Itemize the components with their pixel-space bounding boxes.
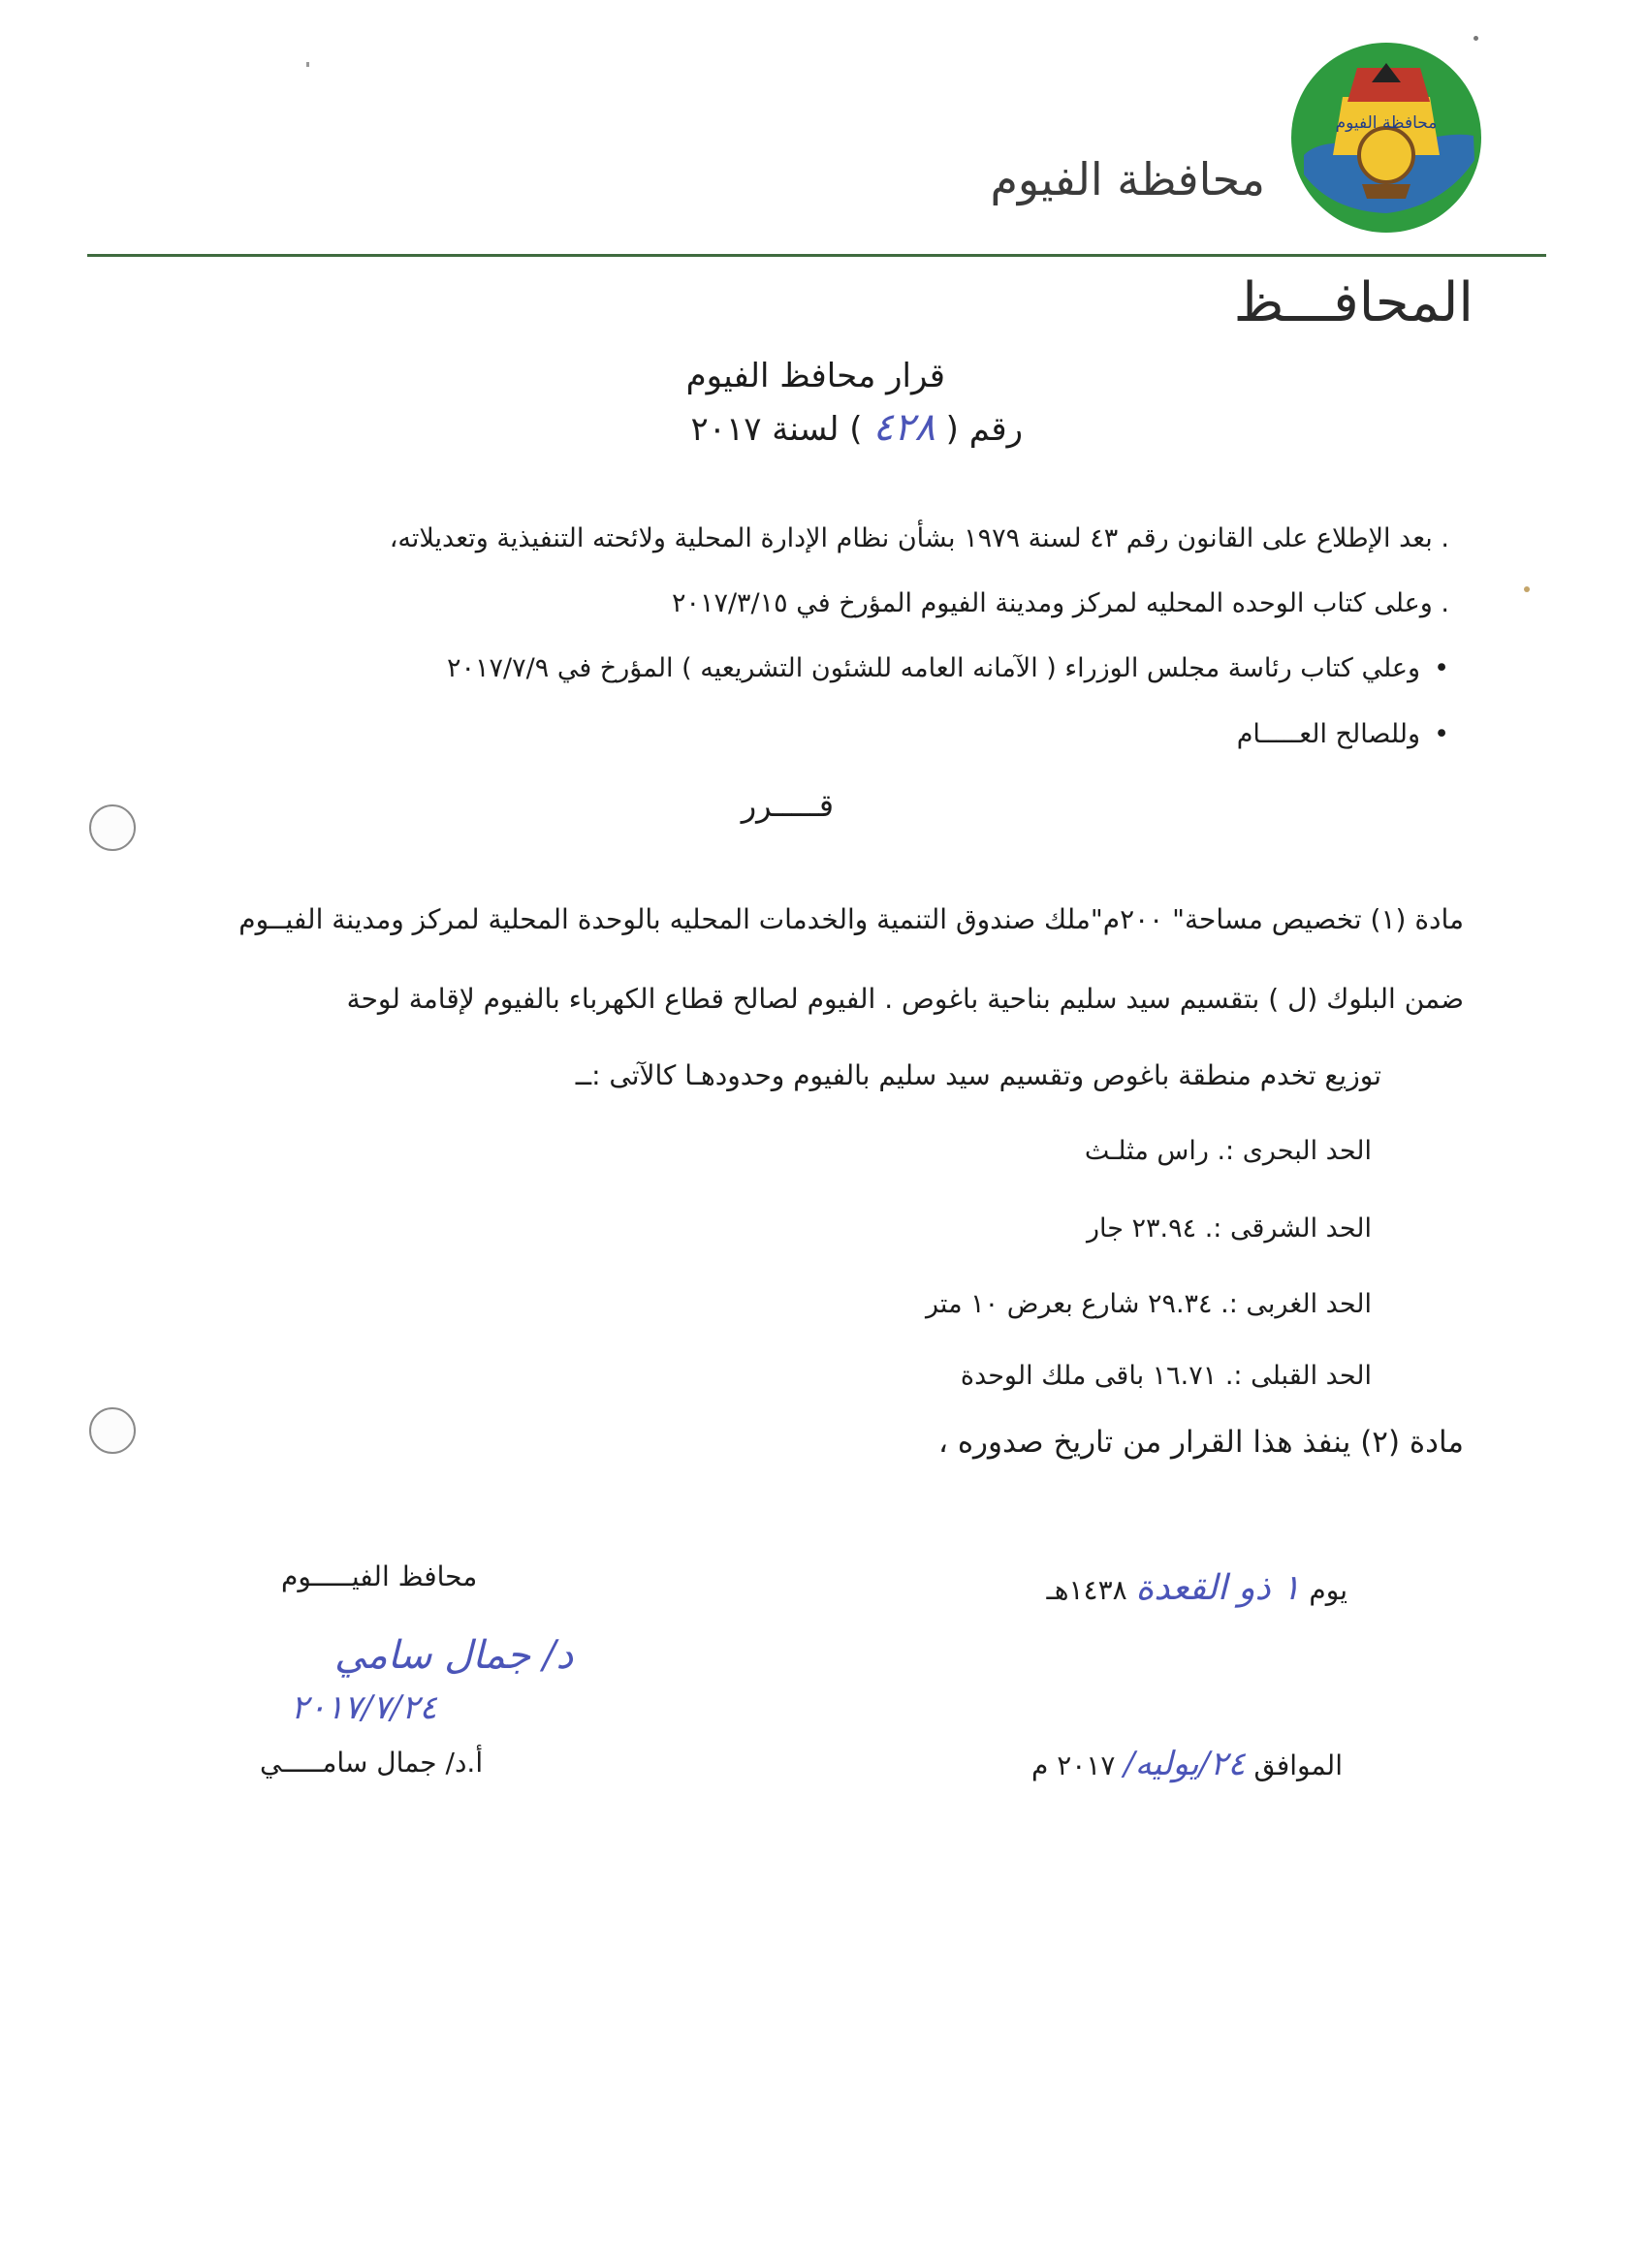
decree-number-suffix: ) لسنة ٢٠١٧: [690, 410, 863, 449]
boundary-south: الحد القبلى :. ١٦.٧١ باقى ملك الوحدة: [960, 1361, 1372, 1391]
scan-dot: [306, 62, 309, 67]
preamble-line: •وللصالح العـــــام: [1236, 719, 1449, 749]
punch-hole-top: [89, 804, 136, 851]
preamble-line: . بعد الإطلاع على القانون رقم ٤٣ لسنة ١٩٧٩ بشأن نظام الإدارة المحلية ولائحته التنفيذية وتعديلاته،: [389, 523, 1449, 553]
decree-number-prefix: رقم (: [945, 410, 1023, 449]
gregorian-handwritten: ٢٤/يوليه/: [1124, 1745, 1246, 1783]
letterhead-divider: [87, 254, 1546, 257]
logo-text: محافظة الفيوم: [1335, 113, 1438, 133]
handwritten-signature-date: ٢٠١٧/٧/٢٤: [291, 1688, 437, 1727]
decided-label: قـــــرر: [741, 787, 834, 824]
hijri-year: ١٤٣٨هـ: [1046, 1574, 1127, 1606]
scan-dot: [1524, 586, 1530, 592]
hijri-prefix: يوم: [1309, 1574, 1347, 1606]
boundary-east: الحد الشرقى :. ٢٣.٩٤ جار: [1086, 1213, 1372, 1244]
decree-number-handwritten: ٤٢٨: [872, 405, 935, 450]
governor-name: أ.د/ جمال سامـــــي: [260, 1747, 484, 1779]
office-title: المحافـــظ: [1233, 271, 1474, 334]
gregorian-date: [1031, 1745, 1343, 1783]
preamble-line: . وعلى كتاب الوحده المحليه لمركز ومدينة الفيوم المؤرخ في ٢٠١٧/٣/١٥: [671, 588, 1449, 618]
article1-line: توزيع تخدم منطقة باغوص وتقسيم سيد سليم بالفيوم وحدودهـا كالآتى :ــ: [575, 1059, 1381, 1091]
handwritten-signature: د/ جمال سامي: [334, 1633, 574, 1678]
preamble-text: وللصالح العـــــام: [1236, 719, 1421, 749]
governor-label: محافظ الفيـــــوم: [281, 1560, 478, 1592]
decree-title: قرار محافظ الفيوم: [685, 357, 945, 395]
boundary-west: الحد الغربى :. ٢٩.٣٤ شارع بعرض ١٠ متر: [926, 1289, 1372, 1319]
punch-hole-bottom: [89, 1407, 136, 1454]
decree-number: [690, 405, 1023, 450]
gregorian-prefix: الموافق: [1253, 1749, 1343, 1781]
preamble-text: وعلي كتاب رئاسة مجلس الوزراء ( الآمانه العامه للشئون التشريعيه ) المؤرخ في ٢٠١٧/٧/٩: [447, 653, 1421, 683]
article2: مادة (٢) ينفذ هذا القرار من تاريخ صدوره ،: [937, 1425, 1464, 1460]
hijri-date: [1047, 1568, 1347, 1608]
preamble-line: •وعلي كتاب رئاسة مجلس الوزراء ( الآمانه العامه للشئون التشريعيه ) المؤرخ في ٢٠١٧/٧/٩: [447, 653, 1449, 683]
governorate-logo: [1284, 39, 1488, 237]
gregorian-year: ٢٠١٧ م: [1030, 1749, 1116, 1781]
governorate-name: محافظة الفيوم: [990, 153, 1265, 205]
article1-line: مادة (١) تخصيص مساحة" ٢٠٠م"ملك صندوق التنمية والخدمات المحليه بالوحدة المحلية لمركز ومدينة الفيــوم: [238, 903, 1464, 935]
hijri-handwritten: ١ ذو القعدة: [1135, 1568, 1301, 1608]
boundary-north: الحد البحرى :. راس مثلـث: [1084, 1136, 1372, 1166]
article1-line: ضمن البلوك (ل ) بتقسيم سيد سليم بناحية باغوص . الفيوم لصالح قطاع الكهرباء بالفيوم لإقامة لوحة: [346, 983, 1464, 1015]
